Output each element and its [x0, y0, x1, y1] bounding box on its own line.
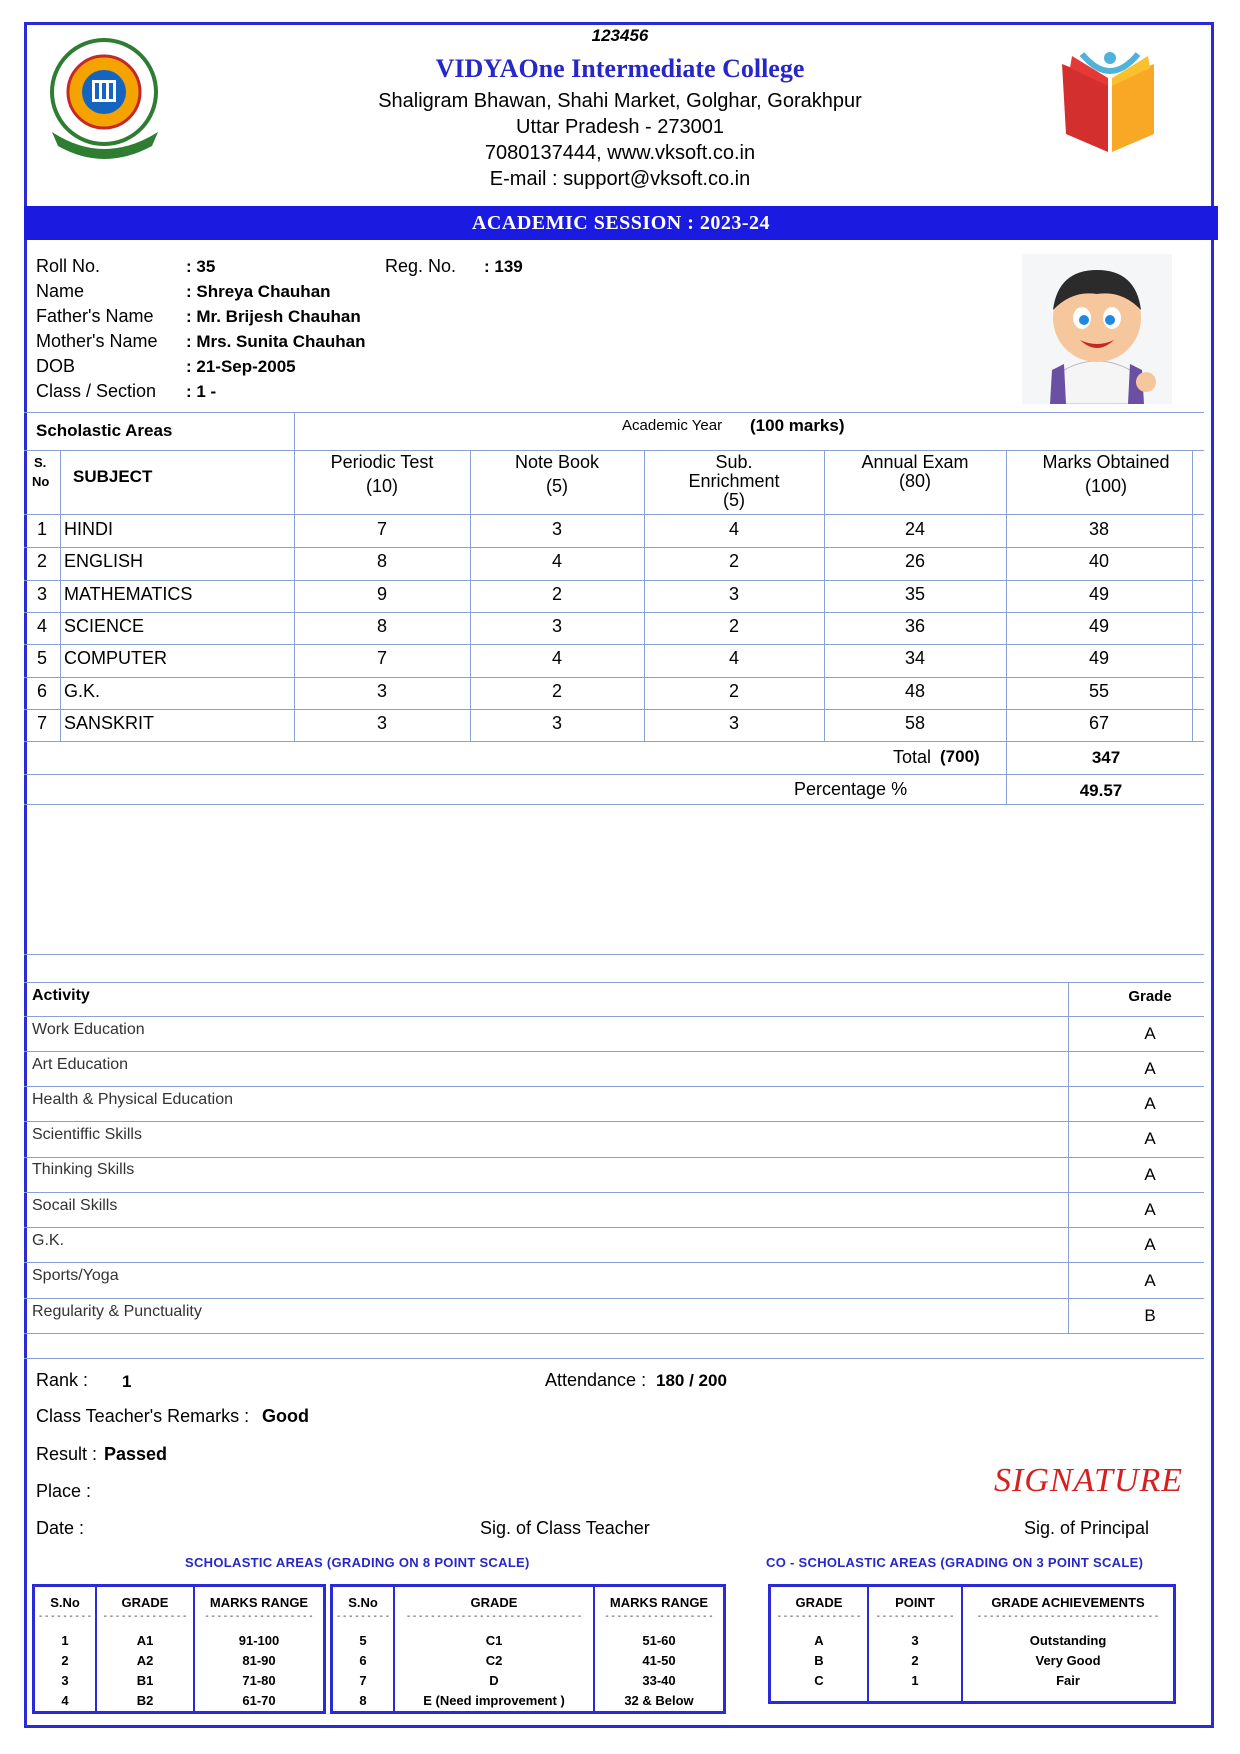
academic-year-label: Academic Year	[622, 417, 723, 434]
father-label: Father's Name	[36, 306, 154, 326]
coscholastic-grading-title: CO - SCHOLASTIC AREAS (GRADING ON 3 POINT SCALE)	[766, 1555, 1144, 1570]
session-banner: ACADEMIC SESSION : 2023-24	[24, 206, 1218, 240]
address-line-2: Uttar Pradesh - 273001	[516, 116, 724, 138]
student-photo	[1022, 254, 1172, 404]
total-max: (700)	[940, 747, 980, 766]
percentage-label: Percentage %	[794, 779, 908, 799]
principal-signature-label: Sig. of Principal	[1024, 1518, 1150, 1538]
rank-value: 1	[122, 1372, 132, 1391]
academic-year-marks: (100 marks)	[750, 416, 845, 435]
roll-value: : 35	[186, 257, 216, 276]
email-line: E-mail : support@vksoft.co.in	[489, 168, 751, 190]
dob-label: DOB	[36, 356, 76, 376]
result-value: Passed	[104, 1444, 168, 1464]
remarks-label: Class Teacher's Remarks :	[36, 1406, 250, 1426]
reg-value: : 139	[484, 257, 523, 276]
place-label: Place :	[36, 1481, 92, 1501]
school-code: 123456	[591, 26, 649, 45]
scholastic-grading-title: SCHOLASTIC AREAS (GRADING ON 8 POINT SCALE)	[185, 1555, 530, 1570]
book-logo	[1042, 34, 1178, 158]
grading-table-3: GRADE POINT GRADE ACHIEVEMENTS - - - - - - - - - - - - - - - - - - - - - - - - - - - - - - - - - - - - - - - - - - - - - - - - - - - - - - - - - A 3 Outstanding B 2 Very Good C 1 Fair	[768, 1584, 1176, 1704]
name-label: Name	[36, 281, 85, 301]
activity-grade-header: Grade	[1128, 988, 1172, 1005]
reg-label: Reg. No.	[385, 256, 457, 276]
class-label: Class / Section	[36, 381, 157, 401]
subject-header: SUBJECT	[73, 467, 153, 486]
school-name: VIDYAOne Intermediate College	[435, 54, 805, 83]
dob-value: : 21-Sep-2005	[186, 357, 296, 376]
address-line-1: Shaligram Bhawan, Shahi Market, Golghar, Gorakhpur	[378, 90, 862, 112]
class-value: : 1 -	[186, 382, 217, 401]
activity-header: Activity	[32, 987, 90, 1004]
grading-table-2: S.No GRADE MARKS RANGE - - - - - - - - - - - - - - - - - - - - - - - - - - - - - - - - - - - - - - - - - - - - - - - - - - - - - - - - 5 C1 51-60 6 C2 41-50 7 D 33-40 8 E (Need improvement ) 32 & Below	[330, 1584, 726, 1714]
name-value: : Shreya Chauhan	[186, 282, 331, 301]
attendance-label: Attendance :	[545, 1370, 647, 1390]
percentage-value: 49.57	[1079, 781, 1123, 800]
grading-table-1: S.No GRADE MARKS RANGE - - - - - - - - - - - - - - - - - - - - - - - - - - - - - - - - - - - - - - - - - 1 A1 91-100 2 A2 81-90 3 B1 71-80 4 B2 61-70	[32, 1584, 326, 1714]
scholastic-areas-title: Scholastic Areas	[36, 421, 173, 440]
roll-label: Roll No.	[36, 256, 101, 276]
sno-header-1: S.	[34, 455, 47, 470]
contact-line: 7080137444, www.vksoft.co.in	[484, 142, 756, 164]
date-label: Date :	[36, 1518, 85, 1538]
sno-header-2: No	[32, 474, 50, 489]
total-label: Total	[893, 747, 932, 767]
attendance-value: 180 / 200	[656, 1371, 727, 1390]
mother-label: Mother's Name	[36, 331, 158, 351]
mother-value: : Mrs. Sunita Chauhan	[186, 332, 366, 351]
class-teacher-signature-label: Sig. of Class Teacher	[480, 1518, 650, 1538]
father-value: : Mr. Brijesh Chauhan	[186, 307, 361, 326]
principal-signature: SIGNATURE	[994, 1462, 1184, 1499]
result-label: Result :	[36, 1444, 98, 1464]
rank-label: Rank :	[36, 1370, 89, 1390]
remarks-value: Good	[262, 1406, 309, 1426]
total-value: 347	[1091, 748, 1121, 767]
